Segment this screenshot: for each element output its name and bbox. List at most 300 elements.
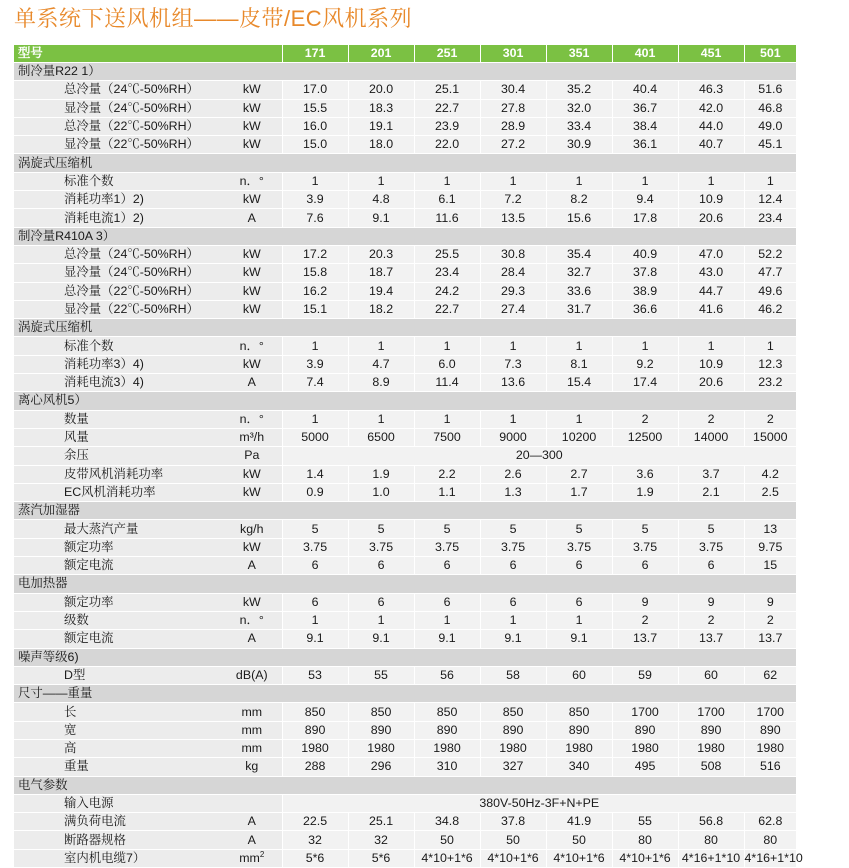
row-value: 49.6 (744, 282, 796, 300)
row-value: 9.1 (414, 630, 480, 648)
row-value: 3.75 (612, 538, 678, 556)
row-value: 1980 (414, 739, 480, 757)
section-label: 制冷量R22 1） (14, 63, 796, 81)
row-value: 11.4 (414, 374, 480, 392)
row-label: 标准个数 (62, 172, 222, 190)
row-indent (14, 428, 62, 446)
row-value: 38.9 (612, 282, 678, 300)
row-value: 1 (744, 172, 796, 190)
row-value: 1.9 (612, 483, 678, 501)
row-value: 22.5 (282, 813, 348, 831)
row-value: 10200 (546, 428, 612, 446)
row-value: 1 (348, 337, 414, 355)
row-unit: kW (222, 465, 282, 483)
row-value: 20.6 (678, 374, 744, 392)
row-value: 1.4 (282, 465, 348, 483)
row-value: 4*10+1*6 (546, 849, 612, 867)
row-value: 27.8 (480, 99, 546, 117)
row-indent (14, 447, 62, 465)
table-row (14, 81, 796, 99)
row-value: 42.0 (678, 99, 744, 117)
table-row (14, 172, 796, 190)
row-indent (14, 410, 62, 428)
row-value: 327 (480, 758, 546, 776)
row-value: 5*6 (348, 849, 414, 867)
row-indent (14, 739, 62, 757)
header-model-351: 351 (546, 45, 612, 63)
row-indent (14, 666, 62, 684)
table-header-row (14, 45, 796, 63)
row-label: 显冷量（24℃-50%RH） (62, 99, 222, 117)
row-value: 1 (348, 611, 414, 629)
row-value: 3.6 (612, 465, 678, 483)
row-value: 15.4 (546, 374, 612, 392)
row-value: 5 (612, 520, 678, 538)
row-value: 850 (414, 703, 480, 721)
row-unit: kW (222, 593, 282, 611)
row-indent (14, 81, 62, 99)
row-value: 4*10+1*6 (612, 849, 678, 867)
row-label: 风量 (62, 428, 222, 446)
page-title: 单系统下送风机组——皮带/EC风机系列 (14, 6, 413, 31)
row-value: 36.6 (612, 300, 678, 318)
row-label: 总冷量（24℃-50%RH） (62, 81, 222, 99)
row-label: D型 (62, 666, 222, 684)
header-model-201: 201 (348, 45, 414, 63)
row-value: 41.6 (678, 300, 744, 318)
row-value: 35.4 (546, 245, 612, 263)
row-value: 29.3 (480, 282, 546, 300)
section-label: 噪声等级6) (14, 648, 796, 666)
row-indent (14, 630, 62, 648)
row-value: 23.4 (414, 264, 480, 282)
row-label: 数量 (62, 410, 222, 428)
row-value: 55 (348, 666, 414, 684)
row-value: 1 (546, 172, 612, 190)
row-value: 6 (282, 593, 348, 611)
row-value: 59 (612, 666, 678, 684)
row-value: 32 (348, 831, 414, 849)
row-label: 额定功率 (62, 538, 222, 556)
row-value: 13.6 (480, 374, 546, 392)
row-value: 12500 (612, 428, 678, 446)
row-label: 高 (62, 739, 222, 757)
row-value: 850 (282, 703, 348, 721)
row-value: 890 (546, 721, 612, 739)
row-value: 80 (678, 831, 744, 849)
row-value: 2.6 (480, 465, 546, 483)
section-label: 涡旋式压缩机 (14, 154, 796, 172)
row-value: 36.7 (612, 99, 678, 117)
row-value: 14000 (678, 428, 744, 446)
header-label: 型号 (14, 45, 282, 63)
row-value: 1 (282, 410, 348, 428)
row-value: 52.2 (744, 245, 796, 263)
header-model-401: 401 (612, 45, 678, 63)
header-model-171: 171 (282, 45, 348, 63)
row-indent (14, 465, 62, 483)
row-indent (14, 264, 62, 282)
table-row (14, 666, 796, 684)
row-value: 9.2 (612, 355, 678, 373)
table-row (14, 794, 796, 812)
row-value: 19.1 (348, 117, 414, 135)
row-value: 50 (480, 831, 546, 849)
row-value: 13.7 (678, 630, 744, 648)
row-value: 1 (414, 172, 480, 190)
row-value: 2 (678, 410, 744, 428)
row-label: 消耗电流1）2) (62, 209, 222, 227)
row-value: 1980 (678, 739, 744, 757)
row-value: 5 (480, 520, 546, 538)
section-row (14, 685, 796, 703)
row-value: 24.2 (414, 282, 480, 300)
row-value: 62.8 (744, 813, 796, 831)
row-value: 1 (414, 611, 480, 629)
row-value: 890 (348, 721, 414, 739)
table-row (14, 99, 796, 117)
row-unit: mm (222, 703, 282, 721)
row-value: 56 (414, 666, 480, 684)
row-value: 1980 (480, 739, 546, 757)
row-value: 1 (546, 611, 612, 629)
row-value: 340 (546, 758, 612, 776)
row-value: 25.1 (348, 813, 414, 831)
row-value: 5*6 (282, 849, 348, 867)
row-value: 8.9 (348, 374, 414, 392)
row-value: 890 (678, 721, 744, 739)
row-indent (14, 483, 62, 501)
table-row (14, 630, 796, 648)
row-value: 1 (348, 410, 414, 428)
row-value: 12.3 (744, 355, 796, 373)
row-indent (14, 300, 62, 318)
row-value: 22.7 (414, 99, 480, 117)
row-value: 1 (546, 410, 612, 428)
row-value: 4.2 (744, 465, 796, 483)
row-value: 9.1 (282, 630, 348, 648)
row-value: 5 (414, 520, 480, 538)
row-value: 60 (546, 666, 612, 684)
row-unit: kW (222, 282, 282, 300)
table-row (14, 849, 796, 867)
row-value: 1980 (744, 739, 796, 757)
row-value: 1.1 (414, 483, 480, 501)
row-label: 显冷量（22℃-50%RH） (62, 300, 222, 318)
row-label: 总冷量（24℃-50%RH） (62, 245, 222, 263)
row-value: 9.1 (546, 630, 612, 648)
row-unit: n．° (222, 172, 282, 190)
row-value: 1700 (744, 703, 796, 721)
section-row (14, 575, 796, 593)
row-value: 2.1 (678, 483, 744, 501)
row-value: 27.4 (480, 300, 546, 318)
row-value: 890 (480, 721, 546, 739)
row-indent (14, 831, 62, 849)
table-row (14, 703, 796, 721)
row-value: 5000 (282, 428, 348, 446)
row-label: 最大蒸汽产量 (62, 520, 222, 538)
row-unit: kW (222, 245, 282, 263)
row-indent (14, 209, 62, 227)
row-value: 35.2 (546, 81, 612, 99)
row-value: 3.75 (282, 538, 348, 556)
row-value: 1 (546, 337, 612, 355)
row-indent (14, 99, 62, 117)
row-value: 22.7 (414, 300, 480, 318)
row-value: 7500 (414, 428, 480, 446)
row-value: 7.6 (282, 209, 348, 227)
header-model-451: 451 (678, 45, 744, 63)
row-value: 9 (678, 593, 744, 611)
row-value: 2 (744, 611, 796, 629)
row-label: 断路器规格 (62, 831, 222, 849)
row-value: 4*16+1*10 (744, 849, 796, 867)
row-unit: kW (222, 355, 282, 373)
row-unit: kW (222, 191, 282, 209)
row-value: 2 (612, 611, 678, 629)
row-indent (14, 721, 62, 739)
row-unit: $mm^2$ (222, 849, 282, 867)
row-unit (222, 794, 282, 812)
section-row (14, 154, 796, 172)
row-value: 1 (612, 337, 678, 355)
section-row (14, 776, 796, 794)
row-value: 11.6 (414, 209, 480, 227)
row-value: 27.2 (480, 136, 546, 154)
row-value: 8.1 (546, 355, 612, 373)
row-value: 62 (744, 666, 796, 684)
row-value: 1700 (612, 703, 678, 721)
row-value: 1.0 (348, 483, 414, 501)
row-value: 5 (678, 520, 744, 538)
section-label: 电加热器 (14, 575, 796, 593)
row-label: 消耗功率3）4) (62, 355, 222, 373)
row-label: EC风机消耗功率 (62, 483, 222, 501)
row-value: 38.4 (612, 117, 678, 135)
row-value: 20.6 (678, 209, 744, 227)
row-value: 20.0 (348, 81, 414, 99)
row-value: 850 (348, 703, 414, 721)
row-value: 9000 (480, 428, 546, 446)
section-label: 涡旋式压缩机 (14, 319, 796, 337)
row-label: 宽 (62, 721, 222, 739)
row-value: 16.2 (282, 282, 348, 300)
row-value: 6 (480, 557, 546, 575)
row-value: 850 (480, 703, 546, 721)
row-value: 9.1 (348, 209, 414, 227)
row-value: 10.9 (678, 355, 744, 373)
table-row (14, 813, 796, 831)
table-row (14, 300, 796, 318)
row-value: 1700 (678, 703, 744, 721)
row-unit: A (222, 831, 282, 849)
row-indent (14, 593, 62, 611)
table-row (14, 483, 796, 501)
row-value: 508 (678, 758, 744, 776)
row-indent (14, 117, 62, 135)
row-indent (14, 355, 62, 373)
row-value: 1 (480, 172, 546, 190)
row-value: 12.4 (744, 191, 796, 209)
row-value: 50 (414, 831, 480, 849)
row-unit: kW (222, 483, 282, 501)
row-value: 18.3 (348, 99, 414, 117)
row-value: 6 (678, 557, 744, 575)
row-value: 46.8 (744, 99, 796, 117)
row-value: 7.2 (480, 191, 546, 209)
section-label: 离心风机5） (14, 392, 796, 410)
row-value: 40.4 (612, 81, 678, 99)
table-row (14, 557, 796, 575)
section-label: 电气参数 (14, 776, 796, 794)
table-row (14, 282, 796, 300)
row-value: 288 (282, 758, 348, 776)
row-value: 40.9 (612, 245, 678, 263)
table-row (14, 538, 796, 556)
row-indent (14, 191, 62, 209)
row-value: 1 (414, 410, 480, 428)
section-row (14, 227, 796, 245)
row-unit: n．° (222, 337, 282, 355)
row-value: 23.2 (744, 374, 796, 392)
row-value: 18.0 (348, 136, 414, 154)
row-indent (14, 245, 62, 263)
row-unit: A (222, 209, 282, 227)
row-value: 890 (744, 721, 796, 739)
row-value: 1980 (546, 739, 612, 757)
row-value: 80 (744, 831, 796, 849)
row-value: 15.8 (282, 264, 348, 282)
table-row (14, 611, 796, 629)
row-value: 1 (414, 337, 480, 355)
table-row (14, 245, 796, 263)
table-row (14, 831, 796, 849)
row-value: 55 (612, 813, 678, 831)
row-value: 37.8 (612, 264, 678, 282)
table-row (14, 593, 796, 611)
row-value: 31.7 (546, 300, 612, 318)
row-value: 60 (678, 666, 744, 684)
row-value: 1 (480, 611, 546, 629)
row-value: 9.4 (612, 191, 678, 209)
row-value: 3.75 (348, 538, 414, 556)
row-unit: dB(A) (222, 666, 282, 684)
row-value: 30.4 (480, 81, 546, 99)
table-row (14, 447, 796, 465)
row-indent (14, 794, 62, 812)
row-value: 2.7 (546, 465, 612, 483)
row-value: 18.2 (348, 300, 414, 318)
row-indent (14, 282, 62, 300)
row-value: 1 (348, 172, 414, 190)
row-value: 1980 (348, 739, 414, 757)
header-model-501: 501 (744, 45, 796, 63)
table-row (14, 117, 796, 135)
row-indent (14, 374, 62, 392)
row-value: 1.3 (480, 483, 546, 501)
table-row (14, 136, 796, 154)
row-value: 6500 (348, 428, 414, 446)
row-value: 3.75 (678, 538, 744, 556)
row-value: 19.4 (348, 282, 414, 300)
row-value: 6 (282, 557, 348, 575)
row-value: 8.2 (546, 191, 612, 209)
row-value: 16.0 (282, 117, 348, 135)
row-value: 33.6 (546, 282, 612, 300)
row-value: 33.4 (546, 117, 612, 135)
row-value: 5 (282, 520, 348, 538)
row-value: 32.0 (546, 99, 612, 117)
row-label: 标准个数 (62, 337, 222, 355)
row-value: 40.7 (678, 136, 744, 154)
row-value: 9.75 (744, 538, 796, 556)
row-indent (14, 758, 62, 776)
row-value: 15.1 (282, 300, 348, 318)
row-value: 6 (348, 593, 414, 611)
row-value: 34.8 (414, 813, 480, 831)
row-value: 6.0 (414, 355, 480, 373)
section-row (14, 502, 796, 520)
table-row (14, 428, 796, 446)
table-row (14, 355, 796, 373)
table-row (14, 209, 796, 227)
row-value: 6 (480, 593, 546, 611)
table-row (14, 465, 796, 483)
section-label: 蒸汽加湿器 (14, 502, 796, 520)
table-row (14, 721, 796, 739)
row-indent (14, 611, 62, 629)
row-value: 32.7 (546, 264, 612, 282)
section-row (14, 648, 796, 666)
row-unit: kW (222, 538, 282, 556)
row-value: 310 (414, 758, 480, 776)
row-indent (14, 520, 62, 538)
row-value: 53 (282, 666, 348, 684)
row-value: 1 (612, 172, 678, 190)
row-value: 9 (744, 593, 796, 611)
row-value: 43.0 (678, 264, 744, 282)
row-value: 9.1 (348, 630, 414, 648)
row-label: 额定电流 (62, 557, 222, 575)
row-span-value: 380V-50Hz-3F+N+PE (282, 794, 796, 812)
section-label: 尺寸——重量 (14, 685, 796, 703)
row-label: 显冷量（22℃-50%RH） (62, 136, 222, 154)
row-value: 32 (282, 831, 348, 849)
row-value: 49.0 (744, 117, 796, 135)
row-value: 890 (414, 721, 480, 739)
row-value: 6 (414, 557, 480, 575)
row-span-value: 20—300 (282, 447, 796, 465)
row-value: 41.9 (546, 813, 612, 831)
row-value: 25.1 (414, 81, 480, 99)
row-indent (14, 557, 62, 575)
section-row (14, 392, 796, 410)
section-row (14, 319, 796, 337)
row-value: 46.2 (744, 300, 796, 318)
table-row (14, 520, 796, 538)
row-unit: mm (222, 721, 282, 739)
table-row (14, 374, 796, 392)
row-value: 6 (546, 593, 612, 611)
header-model-301: 301 (480, 45, 546, 63)
row-value: 4*16+1*10 (678, 849, 744, 867)
row-value: 50 (546, 831, 612, 849)
row-label: 满负荷电流 (62, 813, 222, 831)
row-unit: mm (222, 739, 282, 757)
row-indent (14, 813, 62, 831)
row-label: 显冷量（24℃-50%RH） (62, 264, 222, 282)
